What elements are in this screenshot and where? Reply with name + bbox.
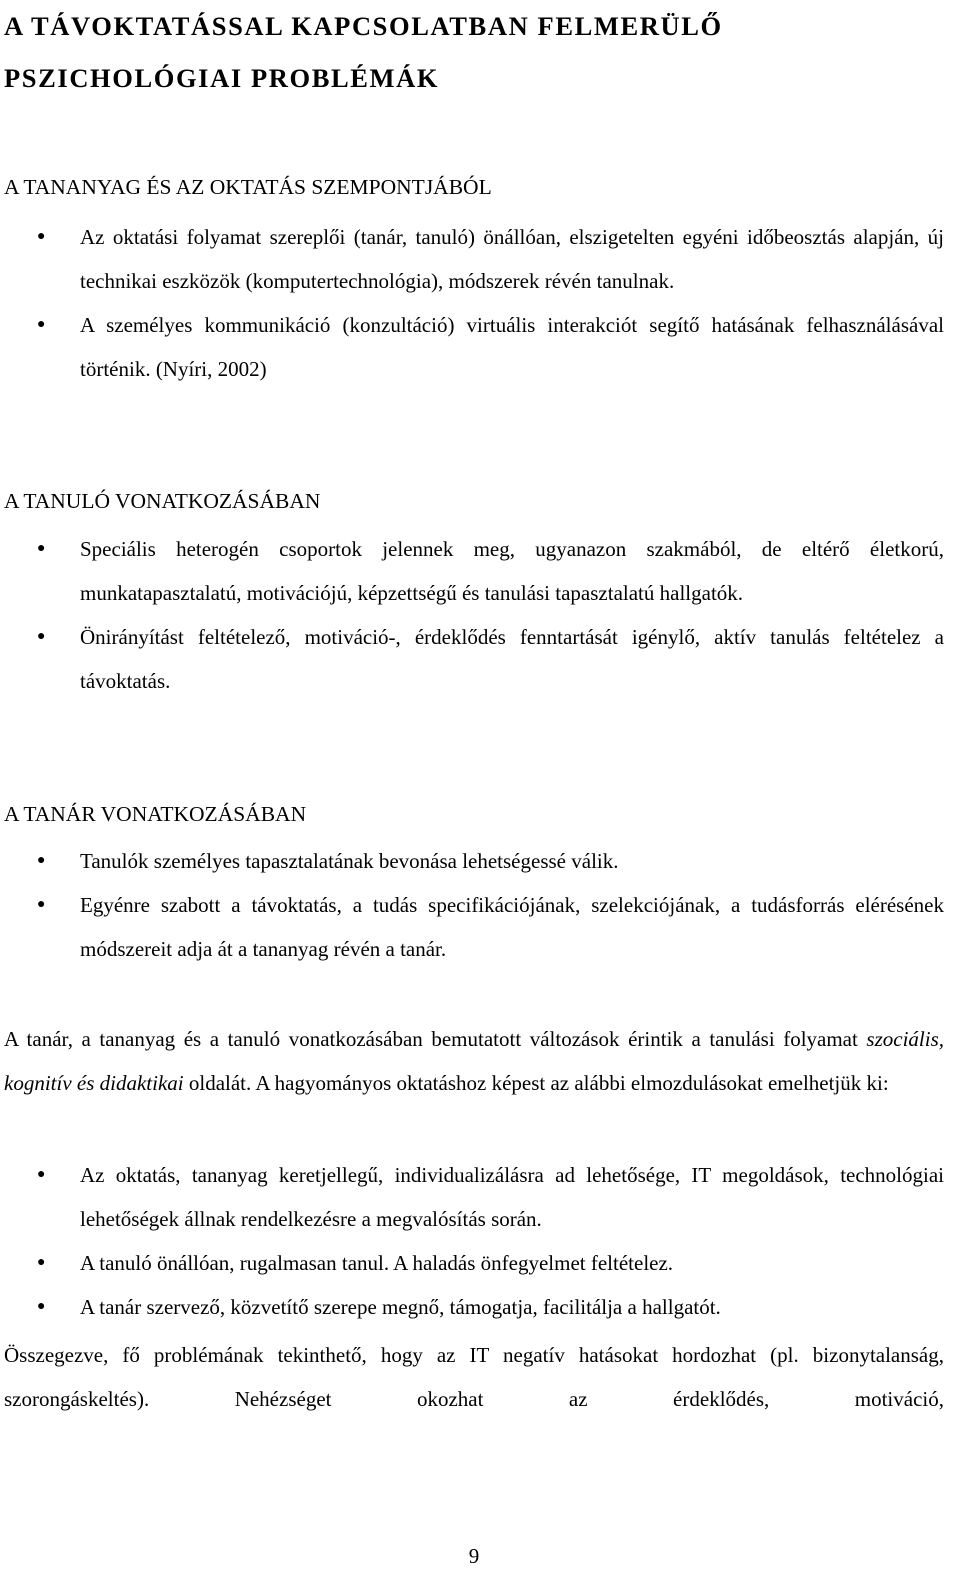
list-item: [4, 1241, 944, 1285]
list-item-text: A tanuló önállóan, rugalmasan tanul. A haladás önfegyelmet feltételez.: [80, 1251, 674, 1275]
list-item-text: Tanulók személyes tapasztalatának bevonása lehetségessé válik.: [80, 849, 619, 873]
bullet-icon: ●: [37, 897, 46, 912]
list-item: [4, 303, 944, 391]
section-heading-tananyag: A TANANYAG ÉS AZ OKTATÁS SZEMPONTJÁBÓL: [4, 175, 492, 199]
paragraph-text-start: A tanár, a tananyag és a tanuló vonatkozásában bemutatott változások érintik a tanulási folyamat: [4, 1027, 867, 1051]
list-item: [4, 1153, 944, 1241]
bullet-icon: ●: [37, 1299, 46, 1314]
bullet-icon: ●: [37, 1167, 46, 1182]
list-item-text: Egyénre szabott a távoktatás, a tudás specifikációjának, szelekciójának, a tudásforrás elérésének módszereit adja át a tananyag révén a tanár.: [80, 893, 944, 961]
body-paragraph-changes: [4, 1017, 944, 1105]
bullet-icon: ●: [37, 229, 46, 244]
bullet-icon: ●: [37, 853, 46, 868]
list-item: [4, 527, 944, 615]
list-item-text: Az oktatás, tananyag keretjellegű, individualizálásra ad lehetősége, IT megoldások, technológiai lehetőségek állnak rendelkezésre a megvalósítás során.: [80, 1163, 944, 1231]
bullet-list-tanar: [4, 839, 944, 971]
bullet-icon: ●: [37, 541, 46, 556]
list-item: [4, 1285, 944, 1329]
list-item: [4, 215, 944, 303]
bullet-list-tananyag: [4, 215, 944, 391]
bullet-icon: ●: [37, 1255, 46, 1270]
list-item-text: Önirányítást feltételező, motiváció-, érdeklődés fenntartását igénylő, aktív tanulás feltételez a távoktatás.: [80, 625, 944, 693]
list-item-text: A tanár szervező, közvetítő szerepe megnő, támogatja, facilitálja a hallgatót.: [80, 1295, 721, 1319]
document-title: [4, 0, 723, 104]
bullet-list-tanulo: [4, 527, 944, 703]
section-heading-tanar: A TANÁR VONATKOZÁSÁBAN: [4, 802, 307, 826]
body-paragraph-summary: Összegezve, fő problémának tekinthető, hogy az IT negatív hatásokat hordozhat (pl. bizonytalanság, szorongáskeltés). Nehézséget okozhat az érdeklődés, motiváció,: [4, 1343, 944, 1411]
title-line-2: PSZICHOLÓGIAI PROBLÉMÁK: [4, 63, 440, 93]
list-item: [4, 839, 944, 883]
bullet-icon: ●: [37, 629, 46, 644]
bullet-list-shifts: [4, 1153, 944, 1329]
list-item-text: A személyes kommunikáció (konzultáció) virtuális interakciót segítő hatásának felhasználásával történik. (Nyíri, 2002): [80, 313, 944, 381]
page-number: 9: [468, 1544, 480, 1568]
paragraph-italic-phrase: szociális, kognitív és didaktikai: [4, 1027, 944, 1095]
list-item-text: Az oktatási folyamat szereplői (tanár, tanuló) önállóan, elszigetelten egyéni időbeosztás alapján, új technikai eszközök (komputertechnológia), módszerek révén tanulnak.: [80, 225, 944, 293]
paragraph-text-end: oldalát. A hagyományos oktatáshoz képest az alábbi elmozdulásokat emelhetjük ki:: [183, 1071, 889, 1095]
list-item-text: Speciális heterogén csoportok jelennek meg, ugyanazon szakmából, de eltérő életkorú, munkatapasztalatú, motivációjú, képzettségű és tanulási tapasztalatú hallgatók.: [80, 537, 944, 605]
list-item: [4, 883, 944, 971]
title-line-1: A TÁVOKTATÁSSAL KAPCSOLATBAN FELMERÜLŐ: [4, 11, 723, 41]
section-heading-tanulo: A TANULÓ VONATKOZÁSÁBAN: [4, 489, 321, 513]
list-item: [4, 615, 944, 703]
bullet-icon: ●: [37, 317, 46, 332]
